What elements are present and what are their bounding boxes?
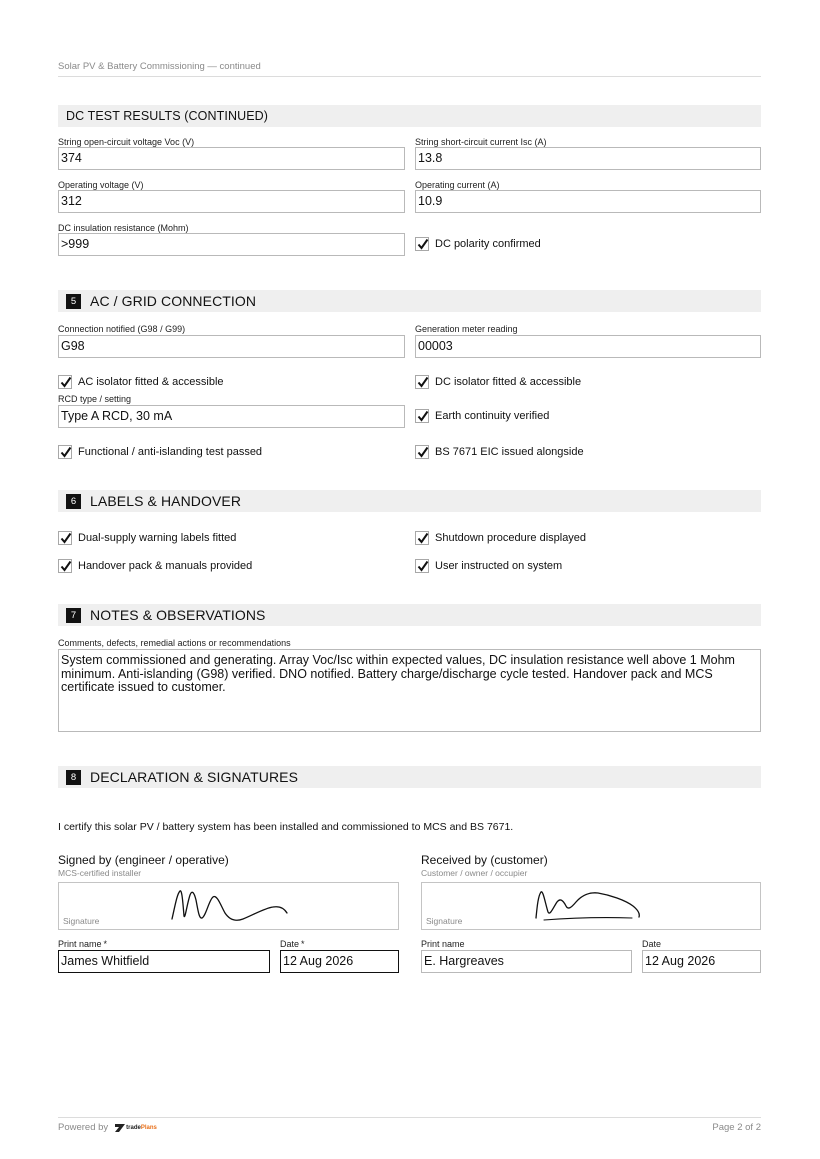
checkbox-label: Shutdown procedure displayed [435,532,587,544]
checkbox-label: User instructed on system [435,560,563,572]
eic-issued-checkbox[interactable] [415,445,584,459]
page-number: Page 2 of 2 [712,1122,761,1133]
section-title: DC TEST RESULTS (CONTINUED) [66,109,269,123]
isc-field[interactable]: 13.8 [415,147,761,170]
customer-date-label: Date [642,939,662,949]
section-dc-test-results [58,105,761,127]
generation-meter-field[interactable]: 00003 [415,335,761,358]
section-number: 6 [66,494,81,509]
checkmark-icon [415,375,429,389]
checkbox-label: Dual-supply warning labels fitted [78,532,237,544]
checkmark-icon [415,409,429,423]
operating-current-label: Operating current (A) [415,180,500,190]
checkbox-label: BS 7671 EIC issued alongside [435,446,584,458]
checkmark-icon [58,375,72,389]
engineer-signature-box[interactable] [58,882,399,930]
shutdown-procedure-checkbox[interactable] [415,531,586,545]
user-instructed-checkbox[interactable] [415,559,562,573]
checkmark-icon [58,531,72,545]
notes-textarea[interactable]: System commissioned and generating. Array Voc/Isc within expected values, DC insulation resistance well above 1 Mohm minimum. Anti-islanding (G98) verified. DNO notified. Battery charge/discharge cycle tested. Handover pack and MCS certificate issued to customer. [58,649,761,732]
operating-voltage-label: Operating voltage (V) [58,180,144,190]
powered-by-label: Powered by [58,1122,109,1133]
section-title: DECLARATION & SIGNATURES [90,769,299,785]
tradeplans-logo: trade Plans [115,1124,157,1132]
certification-statement: I certify this solar PV / battery system has been installed and commissioned to MCS and BS 7671. [58,821,514,833]
operating-current-field[interactable]: 10.9 [415,190,761,213]
section-notes-observations [58,604,761,626]
checkbox-label: DC polarity confirmed [435,238,541,250]
ac-isolator-checkbox[interactable] [58,375,224,389]
checkmark-icon [415,237,429,251]
powered-by [58,1122,157,1133]
running-header: Solar PV & Battery Commissioning — continued [58,61,261,72]
customer-signature-drawing [530,886,660,926]
signature-caption: Signature [426,916,463,926]
customer-heading: Received by (customer) [421,853,548,867]
operating-voltage-field[interactable]: 312 [58,190,405,213]
customer-signature-box[interactable] [421,882,761,930]
insulation-field[interactable]: >999 [58,233,405,256]
handover-pack-checkbox[interactable] [58,559,252,573]
voc-label: String open-circuit voltage Voc (V) [58,137,195,147]
checkbox-label: Functional / anti-islanding test passed [78,446,263,458]
checkmark-icon [58,445,72,459]
tradeplans-logo-icon [115,1124,125,1132]
earth-continuity-checkbox[interactable] [415,409,549,423]
dc-isolator-checkbox[interactable] [415,375,581,389]
generation-meter-label: Generation meter reading [415,324,518,334]
section-number: 7 [66,608,81,623]
engineer-subheading: MCS-certified installer [58,868,142,878]
connection-notified-label: Connection notified (G98 / G99) [58,324,186,334]
section-ac-grid-connection [58,290,761,312]
engineer-print-name-label: Print name * [58,939,108,949]
engineer-date-field[interactable]: 12 Aug 2026 [280,950,399,973]
customer-date-field[interactable]: 12 Aug 2026 [642,950,761,973]
rcd-label: RCD type / setting [58,394,132,404]
section-number: 8 [66,770,81,785]
customer-print-name-field[interactable]: E. Hargreaves [421,950,632,973]
isc-label: String short-circuit current Isc (A) [415,137,547,147]
section-title: AC / GRID CONNECTION [90,293,257,309]
checkmark-icon [415,445,429,459]
footer-rule [58,1117,761,1118]
engineer-print-name-field[interactable]: James Whitfield [58,950,270,973]
connection-notified-field[interactable]: G98 [58,335,405,358]
required-marker: * [103,939,108,949]
header-rule [58,76,761,77]
voc-field[interactable]: 374 [58,147,405,170]
rcd-field[interactable]: Type A RCD, 30 mA [58,405,405,428]
signature-caption: Signature [63,916,100,926]
checkmark-icon [415,531,429,545]
checkbox-label: DC isolator fitted & accessible [435,376,582,388]
dual-supply-checkbox[interactable] [58,531,236,545]
engineer-heading: Signed by (engineer / operative) [58,853,229,867]
section-title: NOTES & OBSERVATIONS [90,607,266,623]
dc-polarity-checkbox[interactable] [415,237,541,251]
insulation-label: DC insulation resistance (Mohm) [58,223,189,233]
customer-subheading: Customer / owner / occupier [421,868,528,878]
checkmark-icon [58,559,72,573]
section-labels-handover [58,490,761,512]
engineer-signature-drawing [169,886,299,926]
section-title: LABELS & HANDOVER [90,493,242,509]
section-number: 5 [66,294,81,309]
required-marker: * [301,939,305,949]
customer-print-name-label: Print name [421,939,465,949]
checkbox-label: AC isolator fitted & accessible [78,376,224,388]
checkmark-icon [415,559,429,573]
notes-label: Comments, defects, remedial actions or recommendations [58,638,291,648]
checkbox-label: Handover pack & manuals provided [78,560,253,572]
checkbox-label: Earth continuity verified [435,410,550,422]
section-declaration-signatures [58,766,761,788]
engineer-date-label: Date * [280,939,305,949]
anti-islanding-checkbox[interactable] [58,445,262,459]
